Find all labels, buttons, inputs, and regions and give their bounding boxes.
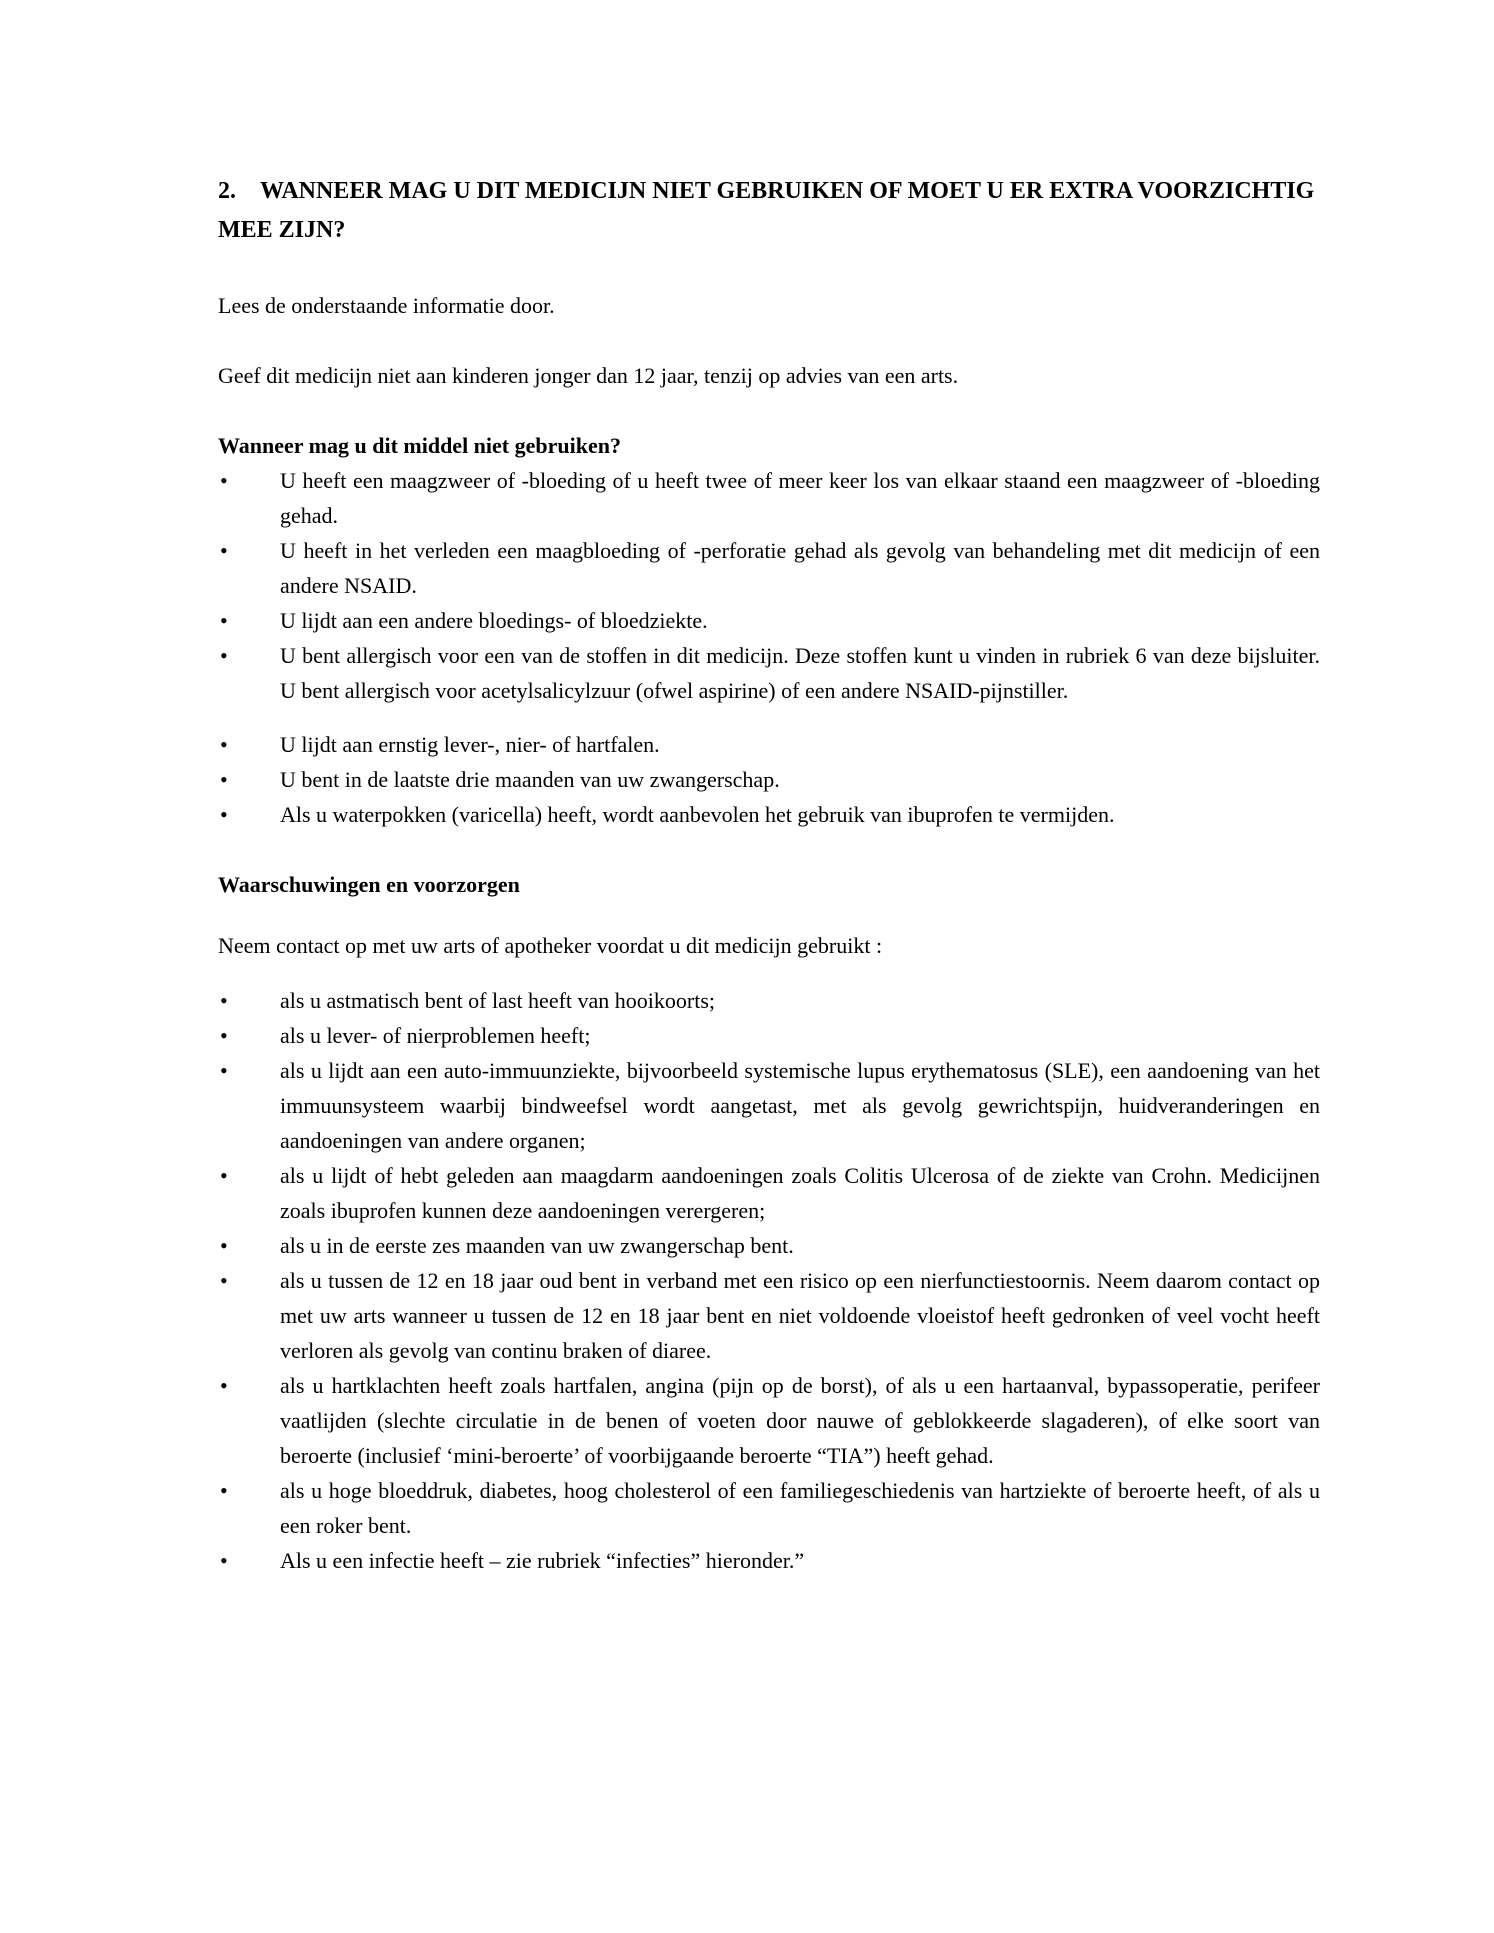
bullet-icon: • (220, 732, 228, 757)
list-item-text: als u lijdt of hebt geleden aan maagdarm aandoeningen zoals Colitis Ulcerosa of de ziekte van Crohn. Medicijnen zoals ibuprofen kunnen deze aandoeningen verergeren; (280, 1163, 1320, 1223)
bullet-icon: • (220, 1023, 228, 1048)
warnings-lead-paragraph: Neem contact op met uw arts of apotheker voordat u dit medicijn gebruikt : (218, 933, 883, 958)
heading-number: 2. (218, 178, 236, 204)
list-item-text: als u astmatisch bent of last heeft van hooikoorts; (280, 988, 716, 1013)
list-item-text: U heeft een maagzweer of -bloeding of u heeft twee of meer keer los van elkaar staand een maagzweer of -bloeding gehad. (280, 468, 1320, 528)
contraindications-list-primary (218, 463, 1320, 708)
bullet-icon: • (220, 988, 228, 1013)
bullet-icon: • (220, 1373, 228, 1398)
list-item (218, 533, 1320, 603)
bullet-icon: • (220, 468, 228, 493)
bullet-icon: • (220, 1233, 228, 1258)
list-item (218, 638, 1320, 708)
list-item (218, 1158, 1320, 1228)
intro-paragraph-children: Geef dit medicijn niet aan kinderen jonger dan 12 jaar, tenzij op advies van een arts. (218, 363, 959, 388)
list-item (218, 762, 1320, 797)
list-item (218, 1368, 1320, 1473)
list-item-text: als u hartklachten heeft zoals hartfalen, angina (pijn op de borst), of als u een hartaanval, bypassoperatie, perifeer vaatlijden (slechte circulatie in de benen of voeten door nauwe of geblokkeerde slagaderen), of elke soort van beroerte (inclusief ‘mini-beroerte’ of voorbijgaande beroerte “TIA”) heeft gehad. (280, 1373, 1320, 1468)
list-item-text: U heeft in het verleden een maagbloeding of -perforatie gehad als gevolg van behandeling met dit medicijn of een andere NSAID. (280, 538, 1320, 598)
list-item (218, 1263, 1320, 1368)
heading-text: WANNEER MAG U DIT MEDICIJN NIET GEBRUIKEN OF MOET U ER EXTRA VOORZICHTIG MEE ZIJN? (218, 178, 1315, 243)
list-item (218, 463, 1320, 533)
bullet-icon: • (220, 802, 228, 827)
bullet-icon: • (220, 767, 228, 792)
page-title (218, 172, 1320, 250)
list-item (218, 1543, 1320, 1578)
bullet-icon: • (220, 643, 228, 668)
bullet-icon: • (220, 1478, 228, 1503)
warnings-list (218, 983, 1320, 1578)
list-item (218, 603, 1320, 638)
bullet-icon: • (220, 608, 228, 633)
subheading-contraindications: Wanneer mag u dit middel niet gebruiken? (218, 433, 621, 458)
bullet-icon: • (220, 1163, 228, 1188)
list-item (218, 1228, 1320, 1263)
list-item (218, 1018, 1320, 1053)
list-item (218, 1053, 1320, 1158)
list-item (218, 727, 1320, 762)
list-item-text: Als u een infectie heeft – zie rubriek “infecties” hieronder.” (280, 1548, 805, 1573)
subheading-warnings: Waarschuwingen en voorzorgen (218, 872, 520, 897)
bullet-icon: • (220, 1548, 228, 1573)
list-item-text: als u in de eerste zes maanden van uw zwangerschap bent. (280, 1233, 794, 1258)
list-item (218, 797, 1320, 832)
list-item-text: als u lever- of nierproblemen heeft; (280, 1023, 591, 1048)
list-item-text: als u hoge bloeddruk, diabetes, hoog cholesterol of een familiegeschiedenis van hartziekte of beroerte heeft, of als u een roker bent. (280, 1478, 1320, 1538)
list-item-text: U bent in de laatste drie maanden van uw zwangerschap. (280, 767, 780, 792)
bullet-icon: • (220, 1058, 228, 1083)
list-item (218, 983, 1320, 1018)
contraindications-list-secondary (218, 727, 1320, 832)
list-item (218, 1473, 1320, 1543)
list-item-text: U lijdt aan een andere bloedings- of bloedziekte. (280, 608, 708, 633)
list-item-text: U lijdt aan ernstig lever-, nier- of hartfalen. (280, 732, 660, 757)
list-item-text: als u tussen de 12 en 18 jaar oud bent in verband met een risico op een nierfunctiestoornis. Neem daarom contact op met uw arts wanneer u tussen de 12 en 18 jaar bent en niet voldoende vloeistof heeft gedronken of veel vocht heeft verloren als gevolg van continu braken of diaree. (280, 1268, 1320, 1363)
list-item-text: Als u waterpokken (varicella) heeft, wordt aanbevolen het gebruik van ibuprofen te vermijden. (280, 802, 1115, 827)
list-item-text: U bent allergisch voor een van de stoffen in dit medicijn. Deze stoffen kunt u vinden in rubriek 6 van deze bijsluiter. U bent allergisch voor acetylsalicylzuur (ofwel aspirine) of een andere NSAID-pijnstiller. (280, 643, 1320, 703)
bullet-icon: • (220, 538, 228, 563)
intro-paragraph-read: Lees de onderstaande informatie door. (218, 293, 555, 318)
bullet-icon: • (220, 1268, 228, 1293)
list-item-text: als u lijdt aan een auto-immuunziekte, bijvoorbeeld systemische lupus erythematosus (SLE), een aandoening van het immuunsysteem waarbij bindweefsel wordt aangetast, met als gevolg gewrichtspijn, huidveranderingen en aandoeningen van andere organen; (280, 1058, 1320, 1153)
